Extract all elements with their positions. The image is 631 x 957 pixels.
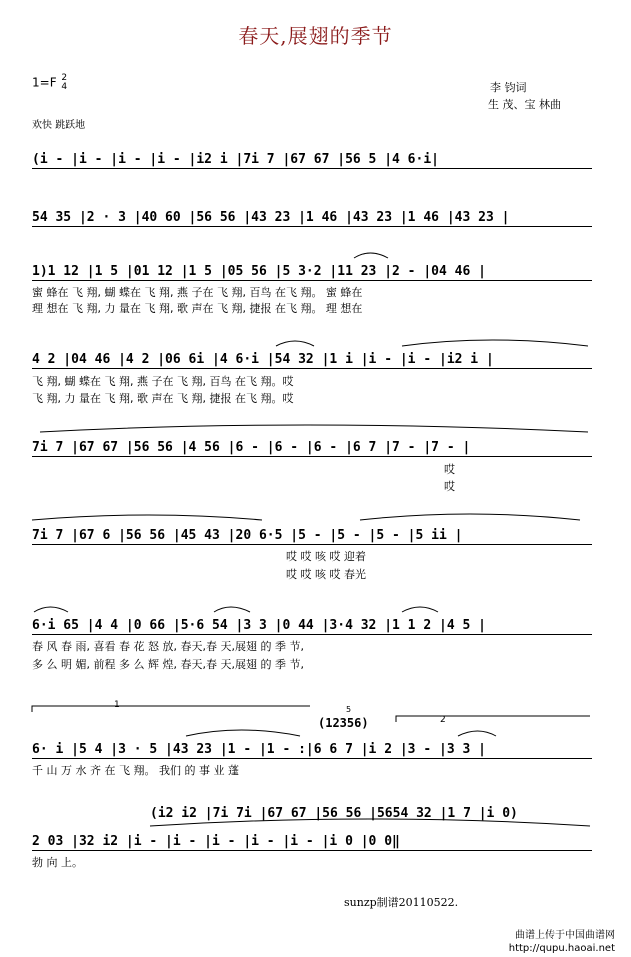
lyricist-credit: 李 钧词 xyxy=(490,81,527,94)
row-1-baseline xyxy=(32,168,592,169)
score-row-6: 7i 7 |67 6 |56 56 |45 43 |20 6·5 |5 - |5 - |5 - |5 ii | xyxy=(32,528,463,543)
key-label: 1=F xyxy=(32,75,57,90)
slur-mark xyxy=(186,730,300,736)
slur-mark xyxy=(214,607,250,612)
lyric-row-6-verse-1: 哎 哎 咳 哎 迎着 xyxy=(286,550,366,563)
slur-mark xyxy=(34,607,68,612)
volta-2-number: 2 xyxy=(440,715,446,725)
row-7-baseline xyxy=(32,634,592,635)
lyric-row-3-verse-1: 蜜 蜂在 飞 翔, 蝴 蝶在 飞 翔, 燕 子在 飞 翔, 百鸟 在飞 翔。 蜜 蜂在 xyxy=(32,286,363,299)
slur-mark xyxy=(402,607,438,612)
score-row-5: 7i 7 |67 67 |56 56 |4 56 |6 - |6 - |6 - |6 7 |7 - |7 - | xyxy=(32,440,471,455)
lyric-row-5-verse-2: 哎 xyxy=(444,480,455,493)
tie-mark xyxy=(40,425,588,432)
slur-mark xyxy=(276,341,314,346)
score-row-1: (i - |i - |i - |i - |i2 i |7i 7 |67 67 |56 5 |4 6·i| xyxy=(32,152,439,167)
footer-line-1: 曲谱上传于中国曲谱网 xyxy=(515,930,615,941)
score-row-9: 2 03 |32 i2 |i - |i - |i - |i - |i - |i 0 |0 0‖ xyxy=(32,834,400,849)
row-2-baseline xyxy=(32,226,592,227)
tie-mark xyxy=(360,514,580,520)
row-9-baseline xyxy=(32,850,592,851)
ornament-group: (12356) xyxy=(318,716,369,730)
row-3-baseline xyxy=(32,280,592,281)
volta-bracket xyxy=(32,706,310,712)
score-row-2: 54 35 |2 · 3 |40 60 |56 56 |43 23 |1 46 |43 23 |1 46 |43 23 | xyxy=(32,210,510,225)
lyric-row-4-verse-2: 飞 翔, 力 量在 飞 翔, 歌 声在 飞 翔, 捷报 在飞 翔。哎 xyxy=(32,392,294,405)
row-5-baseline xyxy=(32,456,592,457)
row-8-baseline xyxy=(32,758,592,759)
lyric-row-6-verse-2: 哎 哎 咳 哎 春光 xyxy=(286,568,366,581)
tempo-marking: 欢快 跳跃地 xyxy=(32,120,86,131)
row-6-baseline xyxy=(32,544,592,545)
score-row-8: 6· i |5 4 |3 · 5 |43 23 |1 - |1 - :|6 6 7 |i 2 |3 - |3 3 | xyxy=(32,742,486,757)
transcriber-signature: sunzp制谱20110522. xyxy=(344,896,459,909)
slur-mark xyxy=(354,253,388,258)
footer-line-2: http://qupu.haoai.net xyxy=(508,943,615,954)
lyric-row-9: 勃 向 上。 xyxy=(32,856,83,869)
score-row-4: 4 2 |04 46 |4 2 |06 6i |4 6·i |54 32 |1 i |i - |i - |i2 i | xyxy=(32,352,494,367)
lyric-row-3-verse-2: 理 想在 飞 翔, 力 量在 飞 翔, 歌 声在 飞 翔, 捷报 在飞 翔。 理 想在 xyxy=(32,302,363,315)
slur-mark xyxy=(458,731,496,736)
lyric-row-7-verse-1: 春 风 春 雨, 喜看 春 花 怒 放, 春天,春 天,展翅 的 季 节, xyxy=(32,640,304,653)
lyric-row-7-verse-2: 多 么 明 媚, 前程 多 么 辉 煌, 春天,春 天,展翅 的 季 节, xyxy=(32,658,304,671)
row-4-baseline xyxy=(32,368,592,369)
tie-mark xyxy=(32,515,262,520)
volta-bracket xyxy=(396,716,590,722)
time-top: 2 xyxy=(61,73,68,83)
time-bottom: 4 xyxy=(61,82,68,92)
triplet-number: 5 xyxy=(346,705,352,714)
tie-mark xyxy=(150,819,590,826)
score-row-7: 6·i 65 |4 4 |0 66 |5·6 54 |3 3 |0 44 |3·4 32 |1 1 2 |4 5 | xyxy=(32,618,486,633)
lyric-row-8: 千 山 万 水 齐 在 飞 翔。 我们 的 事 业 蓬 xyxy=(32,764,239,777)
song-title: 春天,展翅的季节 xyxy=(238,24,393,48)
lyric-row-5-verse-1: 哎 xyxy=(444,463,455,476)
lyric-row-4-verse-1: 飞 翔, 蝴 蝶在 飞 翔, 燕 子在 飞 翔, 百鸟 在飞 翔。哎 xyxy=(32,375,294,388)
composer-credit: 生 茂、宝 林曲 xyxy=(488,98,561,111)
ornament-row-9: (i2 i2 |7i 7i |67 67 |56 56 |5654 32 |1 7 |i 0) xyxy=(150,806,518,821)
tie-mark xyxy=(402,340,588,346)
score-row-3: 1)1 12 |1 5 |01 12 |1 5 |05 56 |5 3·2 |11 23 |2 - |04 46 | xyxy=(32,264,486,279)
volta-1-number: 1 xyxy=(114,700,120,710)
